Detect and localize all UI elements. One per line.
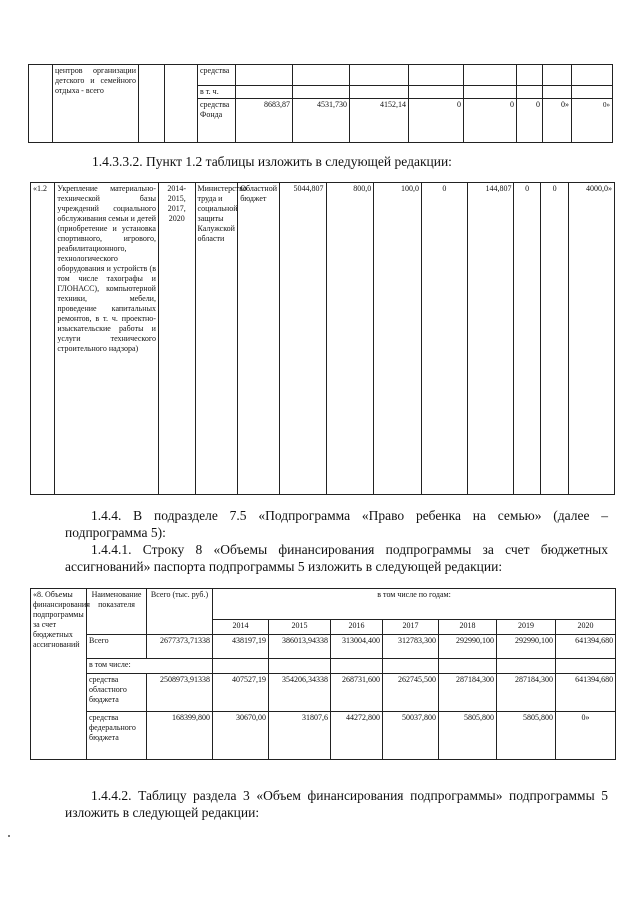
value-cell: 313004,400 xyxy=(331,635,383,659)
item-executor: Министерство труда и социальной защиты Калужской области xyxy=(195,183,238,495)
item-name: Укрепление материально-технической базы учреждений социального обслуживания семьи и детей (приобретение и установка спортивного, игрового, реабилитационного, технологического оборудования и устройств (в том числе тахографы и ГЛОНАСС), компьютерной техники, мебели, проведение капитальных ремонтов, в т. ч. проектно-изыскательские работы и услуги технического строительного надзора) xyxy=(55,183,159,495)
value-cell: 0 xyxy=(514,183,540,495)
paragraph-3: 1.4.4.1. Строку 8 «Объемы финансирования подпрограммы за счет бюджетных ассигнований» паспорта подпрограммы 5 изложить в следующей редакции: xyxy=(65,542,608,574)
year-header: 2015 xyxy=(269,620,331,635)
federal-sum: 168399,800 xyxy=(147,712,213,760)
value-cell: 287184,300 xyxy=(497,674,556,712)
item-number: «1.2 xyxy=(31,183,55,495)
paragraph-2: 1.4.4. В подразделе 7.5 «Подпрограмма «Право ребенка на семью» (далее – подпрограмма 5): xyxy=(65,508,608,540)
value-cell: 262745,500 xyxy=(383,674,439,712)
value-cell: 0 xyxy=(464,99,517,143)
year-header: 2017 xyxy=(383,620,439,635)
value-cell: 268731,600 xyxy=(331,674,383,712)
value-cell: 30670,00 xyxy=(213,712,269,760)
value-cell: 641394,680 xyxy=(556,674,616,712)
regional-sum: 2508973,91338 xyxy=(147,674,213,712)
value-cell: 4000,0» xyxy=(569,183,615,495)
value-cell: 31807,6 xyxy=(269,712,331,760)
value-cell: 438197,19 xyxy=(213,635,269,659)
value-cell: 44272,800 xyxy=(331,712,383,760)
value-cell: 386013,94338 xyxy=(269,635,331,659)
item-years: 2014-2015, 2017, 2020 xyxy=(158,183,195,495)
value-cell: 8683,87 xyxy=(236,99,293,143)
value-cell: 312783,300 xyxy=(383,635,439,659)
total-sum: 2677373,71338 xyxy=(147,635,213,659)
source-cell: в т. ч. xyxy=(198,86,236,99)
total-label: Всего xyxy=(87,635,147,659)
value-cell: 0» xyxy=(556,712,616,760)
value-cell: 292990,100 xyxy=(497,635,556,659)
row-label: «8. Объемы финансирования подпрограммы за счет бюджетных ассигнований xyxy=(31,589,87,760)
source-cell: средства xyxy=(198,65,236,86)
header-name: Наименование показателя xyxy=(87,589,147,635)
value-cell: 0» xyxy=(572,99,613,143)
value-cell: 0 xyxy=(422,183,468,495)
row-label: центров организации детского и семейного отдыха - всего xyxy=(53,65,139,143)
value-cell: 5044,807 xyxy=(279,183,326,495)
value-cell: 0 xyxy=(540,183,568,495)
paragraph-4: 1.4.4.2. Таблицу раздела 3 «Объем финансирования подпрограммы» подпрограммы 5 изложить в следующей редакции: xyxy=(65,788,608,820)
table-item-1-2 xyxy=(30,182,615,495)
table-funding-passport xyxy=(30,588,616,760)
value-cell: 0 xyxy=(517,99,543,143)
paragraph-1: 1.4.3.3.2. Пункт 1.2 таблицы изложить в следующей редакции: xyxy=(92,154,452,169)
incl-label: в том числе: xyxy=(87,659,213,674)
value-cell: 4152,14 xyxy=(350,99,409,143)
scan-speck xyxy=(8,835,10,837)
value-cell: 50037,800 xyxy=(383,712,439,760)
value-cell: 100,0 xyxy=(374,183,422,495)
year-header: 2019 xyxy=(497,620,556,635)
year-header: 2016 xyxy=(331,620,383,635)
year-header: 2020 xyxy=(556,620,616,635)
value-cell: 4531,730 xyxy=(293,99,350,143)
value-cell: 0 xyxy=(409,99,464,143)
table-fragment-top xyxy=(28,64,613,143)
source-cell: средства Фонда xyxy=(198,99,236,143)
value-cell: 5805,800 xyxy=(497,712,556,760)
federal-label: средства федерального бюджета xyxy=(87,712,147,760)
value-cell: 641394,680 xyxy=(556,635,616,659)
cell xyxy=(139,65,165,143)
cell xyxy=(165,65,198,143)
header-years: в том числе по годам: xyxy=(213,589,616,620)
value-cell: 144,807 xyxy=(467,183,514,495)
item-source: Областной бюджет xyxy=(238,183,280,495)
value-cell: 5805,800 xyxy=(439,712,497,760)
value-cell: 800,0 xyxy=(326,183,374,495)
regional-label: средства областного бюджета xyxy=(87,674,147,712)
cell xyxy=(29,65,53,143)
value-cell: 287184,300 xyxy=(439,674,497,712)
value-cell: 0» xyxy=(543,99,572,143)
value-cell: 407527,19 xyxy=(213,674,269,712)
value-cell: 354206,34338 xyxy=(269,674,331,712)
year-header: 2014 xyxy=(213,620,269,635)
year-header: 2018 xyxy=(439,620,497,635)
header-total: Всего (тыс. руб.) xyxy=(147,589,213,635)
value-cell: 292990,100 xyxy=(439,635,497,659)
